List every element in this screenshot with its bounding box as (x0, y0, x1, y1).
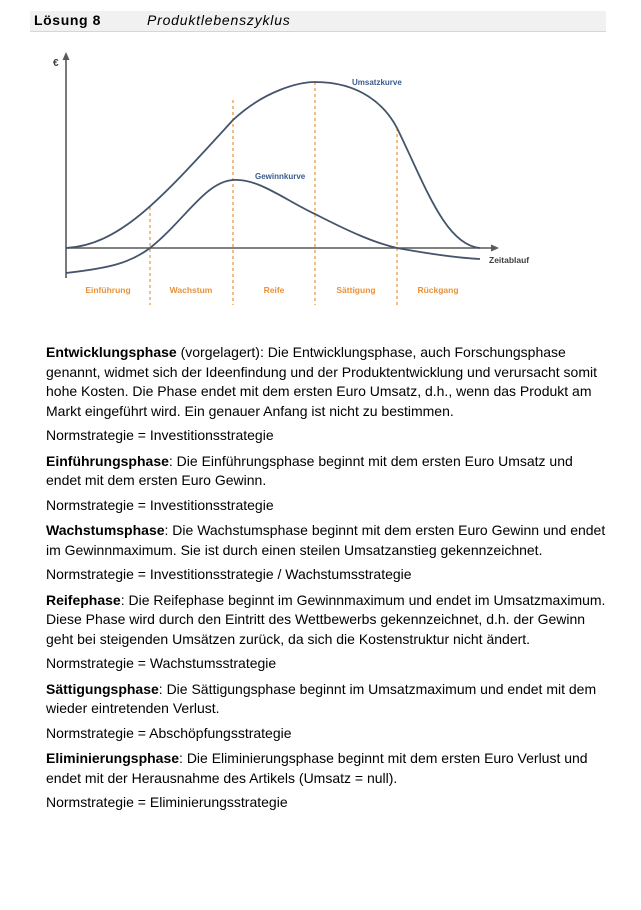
section-term: Einführungsphase (46, 452, 169, 469)
page-title: Produktlebenszyklus (147, 12, 291, 28)
section-strategy: Normstrategie = Investitionsstrategie (46, 427, 274, 443)
phase-label-decline: Rückgang (417, 285, 459, 295)
section-strategy: Normstrategie = Abschöpfungsstrategie (46, 724, 292, 741)
section-strategy: Normstrategie = Investitionsstrategie (46, 496, 274, 513)
section-strategy: Normstrategie = Eliminierungsstrategie (46, 794, 288, 810)
section-term: Eliminierungsphase (46, 750, 180, 766)
section-text: : Die Reifephase beginnt im Gewinnmaximum und endet im Umsatzmaximum. Diese Phase wird durch den Eintritt des Wettbewerbs gekennzeichnet, d.h. der Gewinn geht bei steigenden Umsätzen zurück, da sich die Kostenstruktur nicht ändert. (46, 591, 606, 647)
revenue-curve-label: Umsatzkurve (352, 78, 402, 87)
phase-label-saturation: Sättigung (336, 285, 376, 295)
section-saturation (46, 680, 606, 719)
section-elimination (46, 749, 606, 788)
x-axis-arrow (491, 245, 499, 252)
section-text: : Die Wachstumsphase beginnt mit dem ersten Euro Gewinn und endet im Gewinnmaximum. Sie ist durch einen steilen Umsatzanstieg gekennzeichnet. (46, 522, 606, 558)
section-introduction (46, 452, 606, 491)
section-text: : Die Eliminierungsphase beginnt mit dem ersten Euro Verlust und endet mit der Herausnahme des Artikels (Umsatz = null). (46, 750, 588, 786)
section-term: Reifephase (46, 591, 121, 608)
solution-number: Lösung 8 (34, 12, 102, 28)
product-life-cycle-diagram (0, 0, 641, 330)
section-maturity (46, 591, 606, 650)
section-term: Entwicklungsphase (46, 344, 177, 360)
section-development (46, 343, 606, 421)
section-text: : Die Einführungsphase beginnt mit dem ersten Euro Umsatz und endet mit dem ersten Euro Gewinn. (46, 452, 573, 488)
revenue-curve (66, 82, 480, 248)
phase-label-introduction: Einführung (85, 285, 131, 295)
phase-separators (150, 82, 397, 305)
phase-descriptions (46, 343, 606, 819)
profit-curve-label: Gewinnkurve (255, 172, 306, 181)
section-growth (46, 521, 606, 560)
phase-labels (85, 285, 458, 295)
section-strategy: Normstrategie = Wachstumsstrategie (46, 655, 277, 671)
x-axis-label: Zeitablauf (489, 255, 530, 265)
phase-label-maturity: Reife (263, 285, 285, 295)
y-axis-label: € (53, 58, 59, 69)
section-text: (vorgelagert): Die Entwicklungsphase, auch Forschungsphase genannt, widmet sich der Ideenfindung und der Produktentwicklung und verursacht somit hohe Kosten. Die Phase endet mit dem ersten Euro Umsatz, d.h., wenn das Produkt am Markt eingeführt wird. Ein genauer Anfang ist nicht zu bestimmen. (46, 344, 597, 419)
phase-label-growth: Wachstum (169, 285, 213, 295)
section-term: Wachstumsphase (46, 522, 165, 538)
profit-curve (66, 180, 480, 273)
section-strategy: Normstrategie = Investitionsstrategie / Wachstumsstrategie (46, 566, 412, 582)
section-text: : Die Sättigungsphase beginnt im Umsatzmaximum und endet mit dem wieder eintretenden Verlust. (46, 680, 597, 716)
y-axis-arrow (63, 52, 70, 60)
section-term: Sättigungsphase (46, 680, 159, 697)
